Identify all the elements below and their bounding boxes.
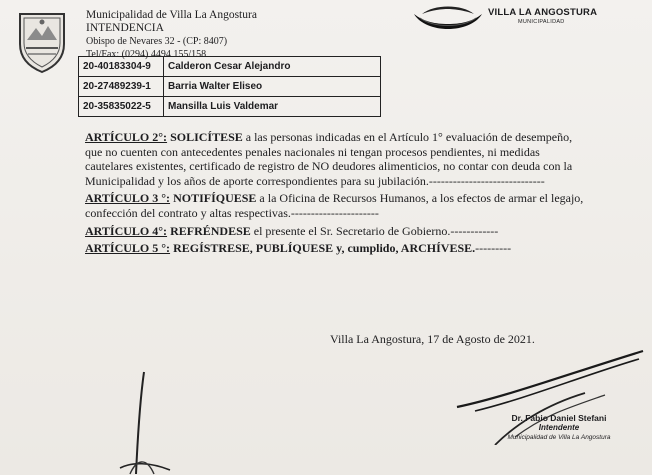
article-label: ARTÍCULO 4°:	[85, 223, 168, 238]
article-verb: REGÍSTRESE, PUBLÍQUESE y, cumplido, ARCHÍVESE.	[173, 241, 476, 256]
document-date: Villa La Angostura, 17 de Agosto de 2021.	[330, 332, 535, 346]
name-cell: Calderon Cesar Alejandro	[164, 57, 381, 77]
article-label: ARTÍCULO 2°:	[85, 130, 168, 144]
article-verb: SOLICÍTESE	[170, 130, 243, 144]
article-label: ARTÍCULO 5 °:	[85, 241, 171, 256]
cuit-cell: 20-40183304-9	[79, 57, 164, 77]
table-row	[79, 57, 381, 77]
letterhead	[86, 9, 257, 61]
cuit-cell: 20-27489239-1	[79, 77, 164, 97]
people-table	[78, 56, 381, 117]
article-text: a las personas indicadas en el Artículo 1° evaluación de desempeño, que no cuenten con antecedentes penales nacionales ni tengan procesos pendientes, ni medidas cautelares existentes, certificado de registro de NO deudores alimenticios, no contar con deuda con la Municipalidad y los años de aporte correspondientes para su jubilación.-----------------------------	[85, 130, 573, 188]
articles-body	[85, 130, 590, 259]
brand-name: VILLA LA ANGOSTURA	[488, 7, 598, 18]
article-text: ---------	[475, 241, 512, 256]
name-cell: Barria Walter Eliseo	[164, 77, 381, 97]
lake-mountain-logo-icon	[412, 0, 484, 36]
article-5	[85, 241, 590, 256]
name-cell: Mansilla Luis Valdemar	[164, 97, 381, 117]
article-verb: REFRÉNDESE	[170, 223, 251, 238]
handwritten-signature-left	[110, 370, 180, 475]
article-4	[85, 224, 590, 239]
article-label: ARTÍCULO 3 °:	[85, 191, 171, 206]
signer-block	[494, 413, 624, 443]
table-row	[79, 77, 381, 97]
letterhead-line: Tel/Fax: (0294) 4494 155/158	[86, 49, 207, 60]
cuit-cell: 20-35835022-5	[79, 97, 164, 117]
letterhead-line: Obispo de Nevares 32 - (CP: 8407)	[86, 36, 228, 47]
table-row	[79, 97, 381, 117]
municipal-crest-icon	[14, 10, 70, 74]
signer-role: Intendente	[538, 423, 580, 432]
letterhead-line: Municipalidad de Villa La Angostura	[86, 9, 257, 21]
brand-subtitle: MUNICIPALIDAD	[518, 19, 565, 25]
signer-org: Municipalidad de Villa La Angostura	[507, 434, 611, 441]
brand-logo	[408, 0, 648, 40]
signer-name: Dr. Fabio Daniel Stefani	[511, 413, 607, 423]
article-3	[85, 191, 590, 220]
article-2	[85, 130, 590, 188]
letterhead-line: INTENDENCIA	[86, 22, 164, 34]
article-text: el presente el Sr. Secretario de Gobierno.------------	[250, 223, 499, 238]
article-verb: NOTIFÍQUESE	[173, 191, 257, 206]
article-text: a la Oficina de Recursos Humanos, a los efectos de armar el legajo, confección del contrato y altas respectivas.----------------------	[85, 191, 584, 220]
